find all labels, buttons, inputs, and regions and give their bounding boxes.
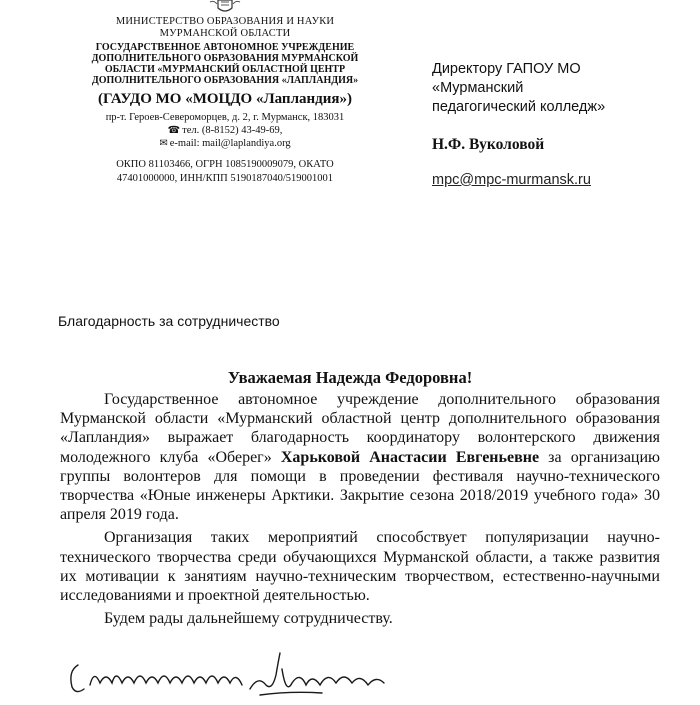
volunteer-name: Харьковой Анастасии Евгеньевне [280, 448, 540, 466]
email-text: e-mail: mail@laplandiya.org [169, 137, 291, 149]
body-text-span: Государственное автономное учреждение дополнительного образования Мурманской области «Мурманский областной центр дополнительного образования «Лапландия» выражает благодарность координатору волонтерского движения молодежного клуба «Оберег» [60, 391, 660, 466]
letter-subject: Благодарность за сотрудничество [58, 313, 280, 329]
addressee-line: педагогический колледж» [432, 98, 606, 115]
reg-line: 47401000000, ИНН/КПП 5190187040/519001001 [116, 173, 334, 185]
body-paragraph: Организация таких мероприятий способствует популяризации научно-технического творчества среди обучающихся Мурманской области, а также развития их мотивации к занятиям научно-техническим творчеством, естественно-научными исследованиями и проектной деятельностью. [60, 529, 660, 604]
ministry-name [40, 16, 410, 40]
phone-text: тел. (8-8152) 43-49-69, [182, 124, 283, 136]
body-paragraph: Будем рады дальнейшему сотрудничеству. [104, 610, 393, 628]
body-text-span: за организацию группы волонтеров для помощи в проведении фестиваля научно-технического творчества «Юные инженеры Арктики. Закрытие сезона 2018/2019 учебного года» 30 апреля 2019 года. [60, 448, 661, 524]
signature-image [60, 645, 420, 700]
institution-name [40, 42, 410, 87]
envelope-icon: ✉ [159, 137, 168, 149]
registration-codes [40, 158, 410, 186]
institution-line: ОБЛАСТИ «МУРМАНСКИЙ ОБЛАСТНОЙ ЦЕНТР [104, 63, 346, 75]
institution-line: ДОПОЛНИТЕЛЬНОГО ОБРАЗОВАНИЯ «ЛАПЛАНДИЯ» [91, 75, 359, 87]
institution-line: ГОСУДАРСТВЕННОЕ АВТОНОМНОЕ УЧРЕЖДЕНИЕ [95, 41, 355, 53]
body-paragraph [60, 390, 660, 524]
ministry-line: МУРМАНСКОЙ ОБЛАСТИ [159, 27, 291, 39]
address: пр-т. Героев-Североморцев, д. 2, г. Мурманск, 183031 [105, 112, 345, 124]
phone-line [40, 125, 410, 137]
addressee-block [432, 60, 682, 190]
email-line [40, 138, 410, 150]
institution-short-name: (ГАУДО МО «МОЦДО «Лапландия») [98, 91, 352, 108]
coat-of-arms-icon [208, 0, 242, 14]
reg-line: ОКПО 81103466, ОГРН 1085190009079, ОКАТО [116, 159, 334, 171]
ministry-line: МИНИСТЕРСТВО ОБРАЗОВАНИЯ И НАУКИ [115, 16, 335, 27]
addressee-name: Н.Ф. Вуколовой [432, 135, 545, 153]
addressee-line: Директору ГАПОУ МО [432, 61, 581, 77]
telephone-icon: ☎ [167, 124, 181, 136]
addressee-line: «Мурманский [432, 79, 524, 96]
addressee-email-link[interactable]: mpc@mpc-murmansk.ru [432, 171, 591, 188]
letter-body [60, 390, 660, 628]
letterhead [40, 0, 410, 187]
salutation: Уважаемая Надежда Федоровна! [227, 368, 473, 387]
institution-line: ДОПОЛНИТЕЛЬНОГО ОБРАЗОВАНИЯ МУРМАНСКОЙ [91, 52, 359, 64]
